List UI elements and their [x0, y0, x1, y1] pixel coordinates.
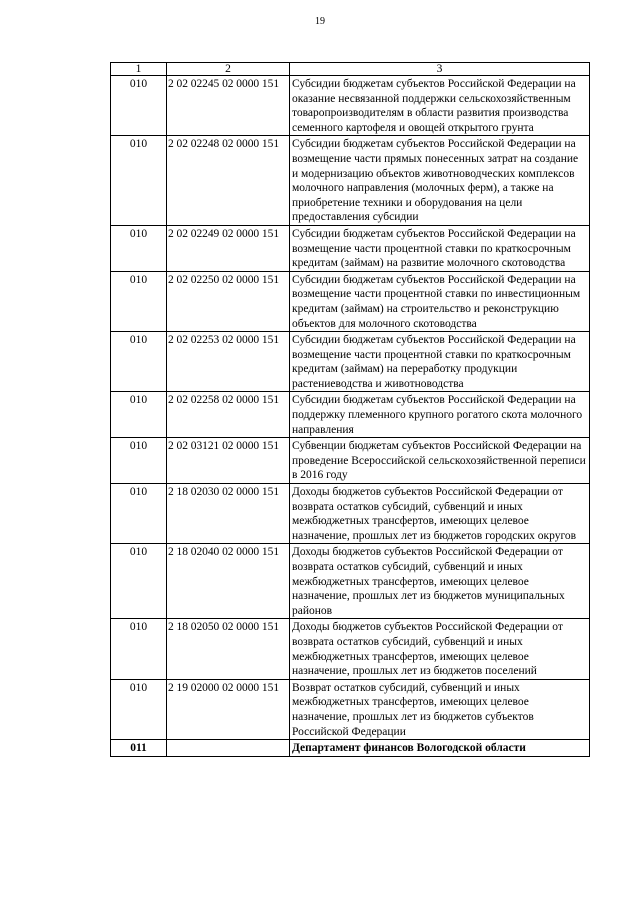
budget-code-cell: 2 18 02030 02 0000 151 [167, 484, 290, 544]
admin-code-cell: 010 [111, 544, 167, 619]
admin-code-cell: 010 [111, 225, 167, 271]
revenue-name-cell: Субсидии бюджетам субъектов Российской Федерации на возмещение части процентной ставки по инвестиционным кредитам (займам) на строительство и реконструкцию объектов для молочного скотоводства [290, 271, 590, 331]
department-row [111, 740, 590, 757]
revenue-name-cell: Субсидии бюджетам субъектов Российской Федерации на возмещение части процентной ставки по краткосрочным кредитам (займам) на развитие молочного скотоводства [290, 225, 590, 271]
budget-code-cell: 2 02 02245 02 0000 151 [167, 76, 290, 136]
budget-code-cell: 2 02 02253 02 0000 151 [167, 332, 290, 392]
budget-code-cell: 2 02 02250 02 0000 151 [167, 271, 290, 331]
table-row [111, 271, 590, 331]
table-row [111, 619, 590, 679]
revenue-name-cell: Субсидии бюджетам субъектов Российской Федерации на оказание несвязанной поддержки сельскохозяйственным товаропроизводителям в области развития производства семенного картофеля и овощей открытого грунта [290, 76, 590, 136]
table-row [111, 544, 590, 619]
table-row [111, 225, 590, 271]
header-col-1: 1 [111, 63, 167, 76]
department-budget-code-cell [167, 740, 290, 757]
budget-code-cell: 2 02 02258 02 0000 151 [167, 392, 290, 438]
admin-code-cell: 010 [111, 76, 167, 136]
admin-code-cell: 010 [111, 438, 167, 484]
admin-code-cell: 010 [111, 484, 167, 544]
admin-code-cell: 010 [111, 136, 167, 226]
table-row [111, 679, 590, 739]
table-header [111, 63, 590, 76]
budget-code-cell: 2 18 02050 02 0000 151 [167, 619, 290, 679]
revenue-name-cell: Доходы бюджетов субъектов Российской Федерации от возврата остатков субсидий, субвенций и иных межбюджетных трансфертов, имеющих целевое назначение, прошлых лет из бюджетов городских округов [290, 484, 590, 544]
revenue-name-cell: Субсидии бюджетам субъектов Российской Федерации на возмещение части процентной ставки по краткосрочным кредитам (займам) на переработку продукции растениеводства и животноводства [290, 332, 590, 392]
header-col-3: 3 [290, 63, 590, 76]
table-row [111, 136, 590, 226]
admin-code-cell: 010 [111, 271, 167, 331]
budget-code-cell: 2 02 02248 02 0000 151 [167, 136, 290, 226]
department-code-cell: 011 [111, 740, 167, 757]
revenue-codes-table [110, 62, 590, 757]
revenue-name-cell: Субсидии бюджетам субъектов Российской Федерации на возмещение части прямых понесенных затрат на создание и модернизацию объектов животноводческих комплексов молочного направления (молочных ферм), а также на приобретение техники и оборудования на цели предоставления субсидии [290, 136, 590, 226]
table-row [111, 392, 590, 438]
table-row [111, 438, 590, 484]
admin-code-cell: 010 [111, 619, 167, 679]
revenue-name-cell: Субвенции бюджетам субъектов Российской Федерации на проведение Всероссийской сельскохозяйственной переписи в 2016 году [290, 438, 590, 484]
revenue-name-cell: Доходы бюджетов субъектов Российской Федерации от возврата остатков субсидий, субвенций и иных межбюджетных трансфертов, имеющих целевое назначение, прошлых лет из бюджетов муниципальных районов [290, 544, 590, 619]
revenue-name-cell: Субсидии бюджетам субъектов Российской Федерации на поддержку племенного крупного рогатого скота молочного направления [290, 392, 590, 438]
admin-code-cell: 010 [111, 679, 167, 739]
revenue-name-cell: Доходы бюджетов субъектов Российской Федерации от возврата остатков субсидий, субвенций и иных межбюджетных трансфертов, имеющих целевое назначение, прошлых лет из бюджетов поселений [290, 619, 590, 679]
page-number: 19 [315, 16, 325, 27]
table-body [111, 76, 590, 757]
header-row [111, 63, 590, 76]
admin-code-cell: 010 [111, 332, 167, 392]
budget-code-cell: 2 02 03121 02 0000 151 [167, 438, 290, 484]
budget-code-cell: 2 18 02040 02 0000 151 [167, 544, 290, 619]
header-col-2: 2 [167, 63, 290, 76]
budget-code-cell: 2 19 02000 02 0000 151 [167, 679, 290, 739]
admin-code-cell: 010 [111, 392, 167, 438]
table-row [111, 332, 590, 392]
revenue-name-cell: Возврат остатков субсидий, субвенций и иных межбюджетных трансфертов, имеющих целевое назначение, прошлых лет из бюджетов субъектов Российской Федерации [290, 679, 590, 739]
table-row [111, 76, 590, 136]
budget-code-cell: 2 02 02249 02 0000 151 [167, 225, 290, 271]
department-name-cell: Департамент финансов Вологодской области [290, 740, 590, 757]
table-row [111, 484, 590, 544]
